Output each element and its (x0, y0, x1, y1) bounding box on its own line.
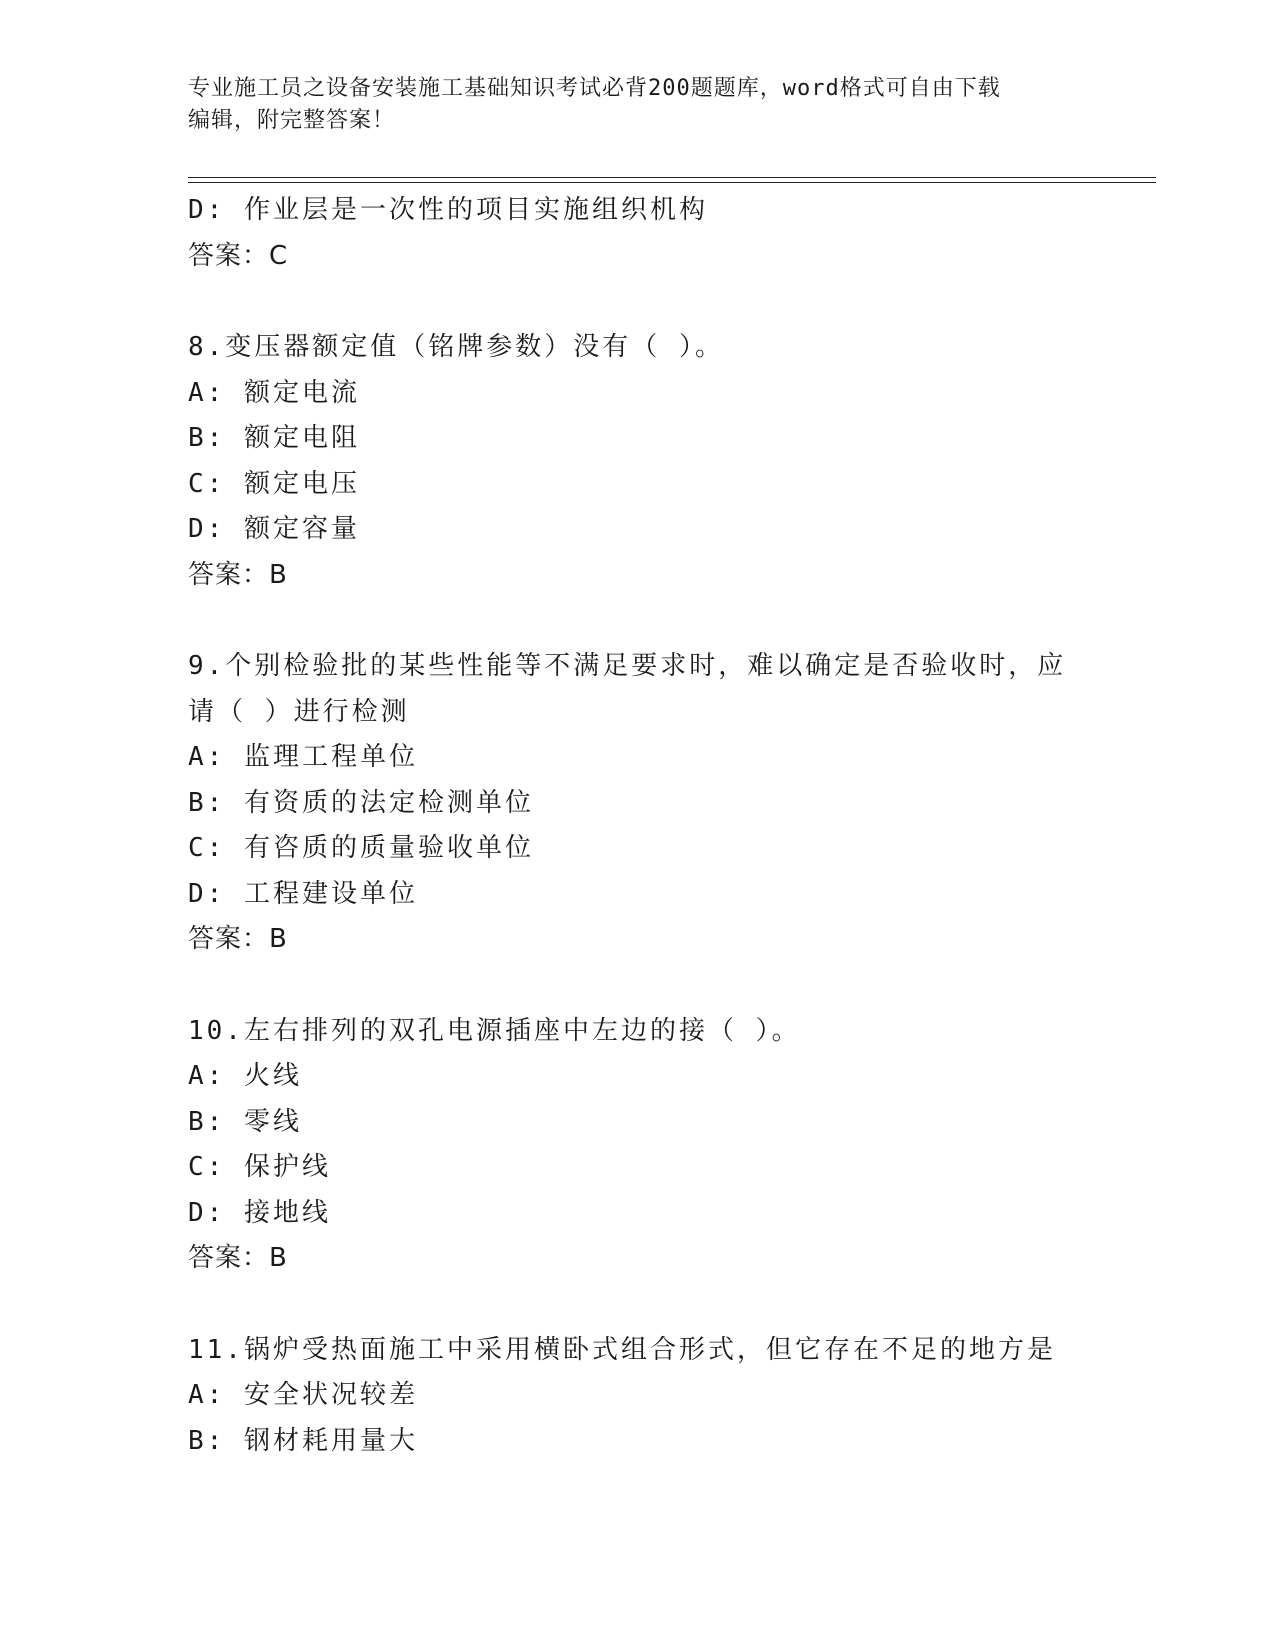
question-text: 8.变压器额定值（铭牌参数）没有（ ）。 (188, 332, 724, 362)
spacer (188, 279, 1088, 325)
option-b: B: 额定电阻 (188, 423, 360, 453)
option-c: C: 额定电压 (188, 468, 360, 499)
option-b: B: 有资质的法定检测单位 (188, 787, 534, 818)
header-rule-top (188, 177, 1156, 178)
header-line-2: 编辑，附完整答案！ (188, 108, 396, 133)
prev-answer: 答案：C (188, 240, 289, 271)
option-b: B: 零线 (188, 1106, 302, 1137)
answer: 答案：B (188, 1243, 288, 1273)
option-a: A: 监理工程单位 (188, 742, 418, 772)
option-c: C: 保护线 (188, 1152, 331, 1182)
question-text: 9.个别检验批的某些性能等不满足要求时，难以确定是否验收时，应 (188, 651, 1067, 681)
answer: 答案：B (188, 559, 288, 590)
option-d: D: 接地线 (188, 1197, 331, 1228)
option-b: B: 钢材耗用量大 (188, 1425, 418, 1456)
option-d: D: 工程建设单位 (188, 878, 418, 909)
question-11 (188, 1328, 1088, 1465)
option-a: A: 额定电流 (188, 377, 360, 408)
spacer (188, 1282, 1088, 1328)
question-10 (188, 1009, 1088, 1282)
document-body (188, 188, 1088, 1464)
answer: 答案：B (188, 924, 288, 954)
document-header (188, 73, 1068, 137)
question-text: 11.锅炉受热面施工中采用横卧式组合形式，但它存在不足的地方是 (188, 1334, 1056, 1365)
option-d: D: 额定容量 (188, 514, 360, 544)
question-8 (188, 325, 1088, 598)
question-text-cont: 请（ ）进行检测 (188, 696, 410, 727)
option-a: A: 安全状况较差 (188, 1380, 418, 1410)
option-a: A: 火线 (188, 1061, 302, 1091)
option-c: C: 有咨质的质量验收单位 (188, 833, 534, 863)
header-rule-bottom (188, 182, 1156, 183)
prev-option-d: D: 作业层是一次性的项目实施组织机构 (188, 195, 708, 225)
header-line-1: 专业施工员之设备安装施工基础知识考试必背200题题库，word格式可自由下载 (188, 76, 1001, 101)
spacer (188, 598, 1088, 644)
question-9 (188, 644, 1088, 963)
question-text: 10.左右排列的双孔电源插座中左边的接（ ）。 (188, 1015, 801, 1046)
spacer (188, 963, 1088, 1009)
